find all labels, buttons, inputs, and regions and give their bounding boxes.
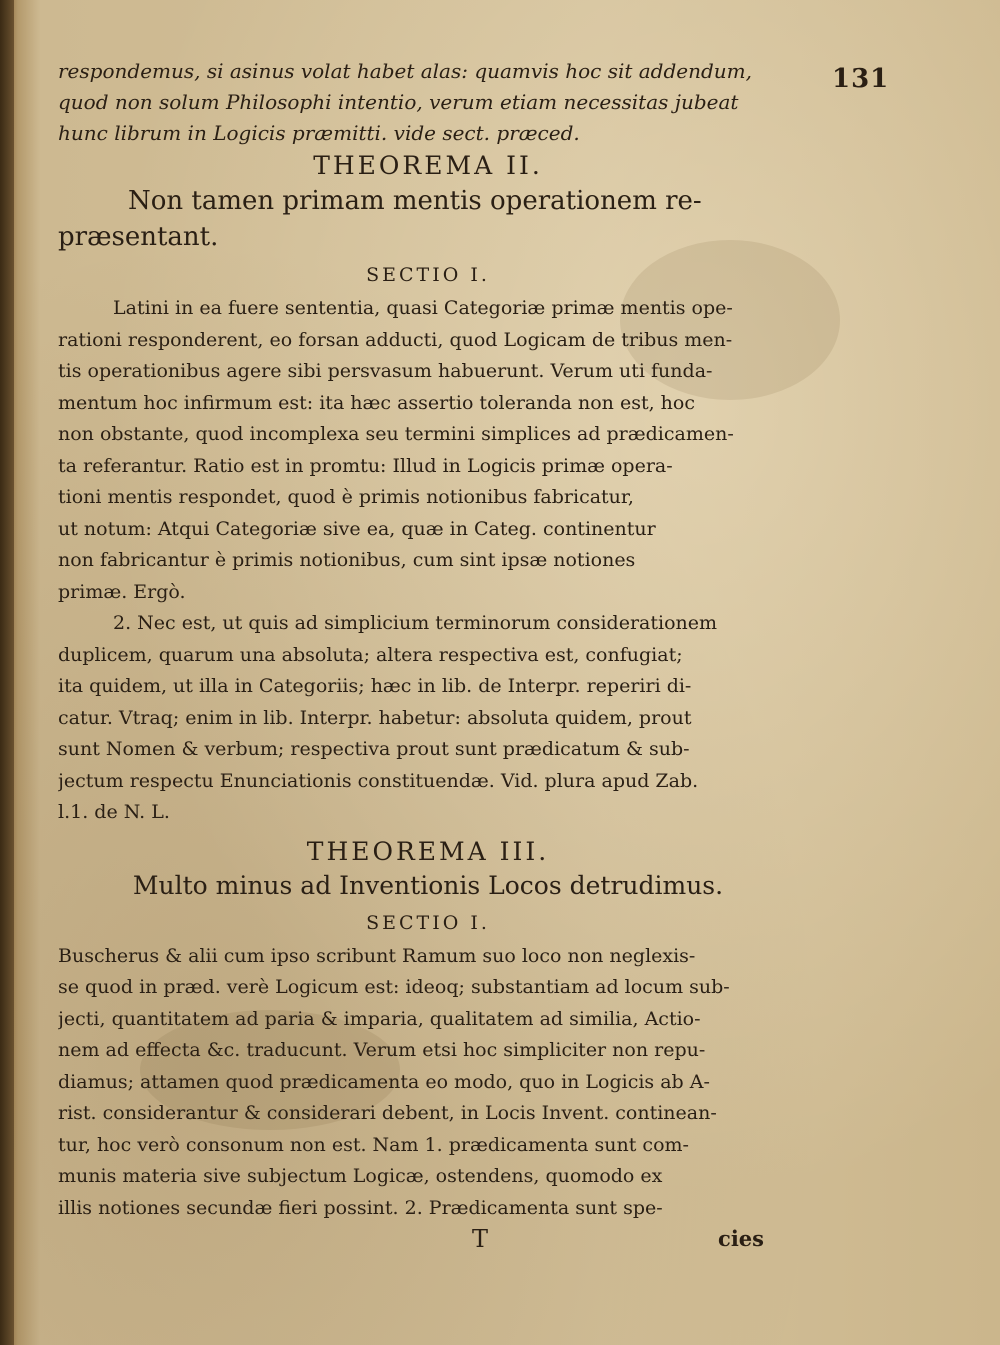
text-line: Buscherus & alii cum ipso scribunt Ramum suo loco non neglexis- — [58, 944, 696, 967]
theorema-2-statement — [58, 183, 798, 255]
text-line: ita quidem, ut illa in Categoriis; hæc in lib. de Interpr. reperiri di- — [58, 675, 692, 697]
text-line: tis operationibus agere sibi persvasum habuerunt. Verum uti funda- — [58, 360, 713, 382]
text-line: tur, hoc verò consonum non est. Nam 1. prædicamenta sunt com- — [58, 1133, 689, 1156]
text-line: tioni mentis respondet, quod è primis notionibus fabricatur, — [58, 486, 634, 508]
theorema-3-sectio-label: SECTIO I. — [366, 911, 490, 934]
text-line: Non tamen primam mentis operationem re- — [128, 186, 702, 216]
theorema-3-heading: THEOREMA III. — [306, 836, 550, 866]
text-line: ta referantur. Ratio est in promtu: Illud in Logicis primæ opera- — [58, 454, 673, 477]
text-line: rist. considerantur & considerari debent, in Locis Invent. continean- — [58, 1102, 717, 1124]
text-line: Latini in ea fuere sententia, quasi Categoriæ primæ mentis ope- — [113, 297, 733, 319]
theorema-2-sectio-label: SECTIO I. — [366, 264, 490, 286]
page-binding-edge — [0, 0, 14, 1345]
text-line: non obstante, quod incomplexa seu termini simplices ad prædicamen- — [58, 423, 734, 445]
intro-paragraph — [58, 56, 798, 149]
text-line: respondemus, si asinus volat habet alas: quamvis hoc sit addendum, — [58, 59, 753, 83]
text-line: quod non solum Philosophi intentio, verum etiam necessitas jubeat — [58, 90, 739, 114]
theorema-3-paragraph — [58, 941, 798, 1225]
text-line: rationi responderent, eo forsan adducti, quod Logicam de tribus men- — [58, 328, 733, 351]
page-text — [58, 56, 798, 1254]
text-line: præsentant. — [58, 222, 219, 252]
text-line: 2. Nec est, ut quis ad simplicium terminorum considerationem — [113, 612, 718, 634]
text-line: ut notum: Atqui Categoriæ sive ea, quæ in Categ. continentur — [58, 517, 656, 540]
text-line: mentum hoc infirmum est: ita hæc assertio toleranda non est, hoc — [58, 391, 695, 414]
text-line: se quod in præd. verè Logicum est: ideoq; substantiam ad locum sub- — [58, 976, 730, 998]
text-line: jectum respectu Enunciationis constituendæ. Vid. plura apud Zab. — [58, 769, 699, 792]
text-line: jecti, quantitatem ad paria & imparia, qualitatem ad similia, Actio- — [58, 1007, 701, 1030]
page-number: 131 — [832, 64, 890, 94]
theorema-3-statement: Multo minus ad Inventionis Locos detrudimus. — [132, 870, 724, 900]
text-line: hunc librum in Logicis præmitti. vide sect. præced. — [58, 121, 580, 145]
signature-mark: T — [472, 1225, 489, 1253]
theorema-2-heading: THEOREMA II. — [313, 151, 543, 180]
theorema-2-paragraph-1 — [58, 293, 798, 608]
text-line: primæ. Ergò. — [58, 580, 186, 603]
catchword: cies — [718, 1226, 764, 1251]
text-line: illis notiones secundæ fieri possint. 2. Prædicamenta sunt spe- — [58, 1196, 663, 1219]
text-line: munis materia sive subjectum Logicæ, ostendens, quomodo ex — [58, 1165, 663, 1187]
text-line: diamus; attamen quod prædicamenta eo modo, quo in Logicis ab A- — [58, 1070, 710, 1093]
text-line: duplicem, quarum una absoluta; altera respectiva est, confugiat; — [58, 643, 683, 666]
text-line: catur. Vtraq; enim in lib. Interpr. habetur: absoluta quidem, prout — [58, 706, 692, 729]
text-line: sunt Nomen & verbum; respectiva prout sunt prædicatum & sub- — [58, 738, 690, 760]
theorema-2-paragraph-2 — [58, 608, 798, 829]
text-line: l.1. de N. L. — [58, 801, 170, 823]
text-line: nem ad effecta &c. traducunt. Verum etsi hoc simpliciter non repu- — [58, 1039, 706, 1061]
page-footer — [58, 1224, 798, 1254]
text-line: non fabricantur è primis notionibus, cum sint ipsæ notiones — [58, 549, 636, 571]
